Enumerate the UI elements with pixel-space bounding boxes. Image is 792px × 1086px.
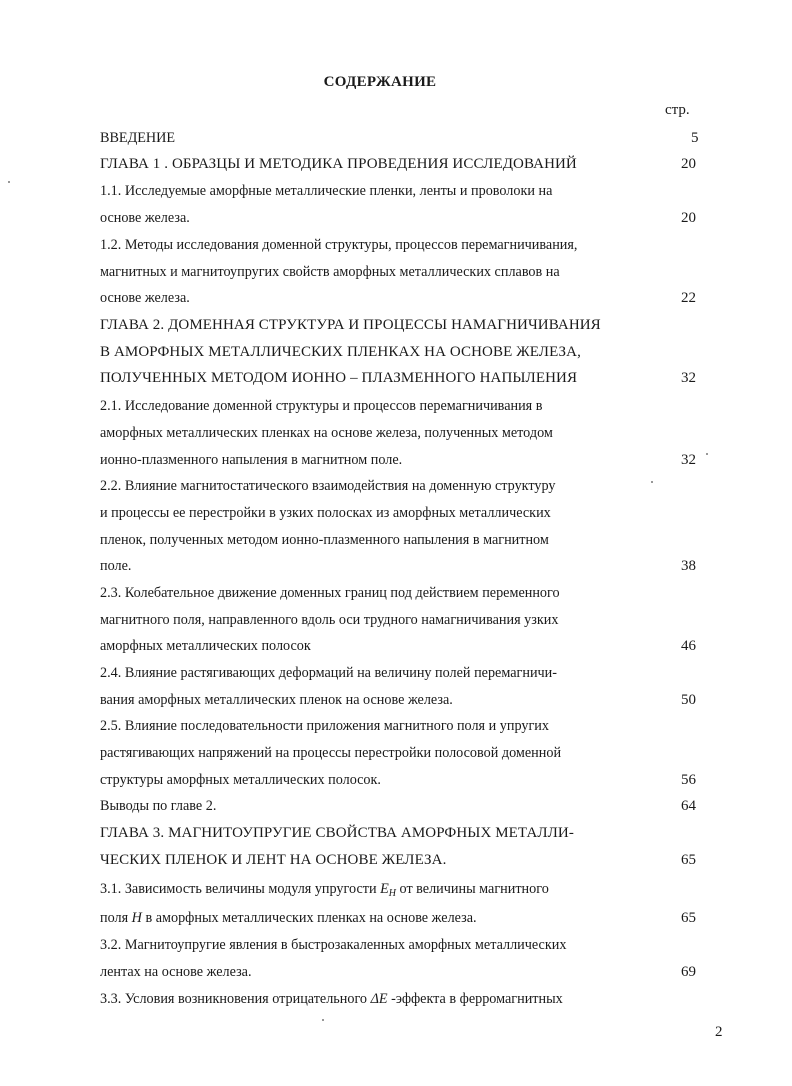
toc-line: 2.1. Исследование доменной структуры и процессов перемагничивания в <box>100 398 543 414</box>
toc-text: 3.3. Условия возникновения отрицательного <box>100 991 371 1007</box>
toc-line: структуры аморфных металлических полосок. <box>100 772 381 788</box>
math-symbol: H <box>131 910 142 926</box>
toc-page: 20 <box>681 156 696 172</box>
toc-line: 2.2. Влияние магнитостатического взаимодействия на доменную структуру <box>100 478 556 494</box>
toc-line: ВВЕДЕНИЕ <box>100 130 176 146</box>
toc-page: 22 <box>681 290 696 306</box>
toc-page: 5 <box>691 130 699 146</box>
toc-page: 65 <box>681 910 696 926</box>
math-subscript: H <box>388 888 396 899</box>
scan-speck <box>651 481 653 483</box>
toc-text: поля <box>100 910 132 926</box>
toc-text: от величины магнитного <box>395 881 549 897</box>
toc-chapter-line: ГЛАВА 2. ДОМЕННАЯ СТРУКТУРА И ПРОЦЕССЫ НАМАГНИЧИВАНИЯ <box>100 317 601 333</box>
scan-speck <box>706 453 708 455</box>
toc-line <box>100 880 549 903</box>
toc-line: пленок, полученных методом ионно-плазменного напыления в магнитном <box>100 532 549 548</box>
toc-page: 46 <box>681 638 696 654</box>
math-symbol: E <box>380 881 389 897</box>
toc-line: Выводы по главе 2. <box>100 798 217 814</box>
toc-page: 32 <box>681 452 696 468</box>
toc-page: 64 <box>681 798 696 814</box>
math-symbol: ΔE <box>370 991 388 1007</box>
toc-line: 1.2. Методы исследования доменной структуры, процессов перемагничивания, <box>100 237 578 253</box>
page-title: СОДЕРЖАНИЕ <box>323 74 437 90</box>
toc-line: ионно-плазменного напыления в магнитном поле. <box>100 452 403 468</box>
toc-line: 1.1. Исследуемые аморфные металлические пленки, ленты и проволоки на <box>100 183 553 199</box>
toc-line: 2.5. Влияние последовательности приложения магнитного поля и упругих <box>100 718 549 734</box>
toc-chapter-line: В АМОРФНЫХ МЕТАЛЛИЧЕСКИХ ПЛЕНКАХ НА ОСНОВЕ ЖЕЛЕЗА, <box>100 344 581 360</box>
toc-chapter-line: ГЛАВА 3. МАГНИТОУПРУГИЕ СВОЙСТВА АМОРФНЫХ МЕТАЛЛИ- <box>100 825 574 841</box>
page-number: 2 <box>715 1024 723 1040</box>
toc-line: 2.3. Колебательное движение доменных границ под действием переменного <box>100 585 560 601</box>
scan-speck <box>322 1019 324 1021</box>
toc-line: магнитного поля, направленного вдоль оси трудного намагничивания узких <box>100 612 559 628</box>
toc-page: 65 <box>681 852 696 868</box>
toc-text: -эффекта в ферромагнитных <box>387 991 563 1007</box>
toc-line <box>100 909 477 927</box>
toc-page: 50 <box>681 692 696 708</box>
toc-page: 20 <box>681 210 696 226</box>
toc-line: аморфных металлических пленках на основе железа, полученных методом <box>100 425 553 441</box>
toc-line: основе железа. <box>100 210 190 226</box>
toc-page: 56 <box>681 772 696 788</box>
toc-line: магнитных и магнитоупругих свойств аморфных металлических сплавов на <box>100 264 560 280</box>
toc-line: поле. <box>100 558 132 574</box>
toc-line: 2.4. Влияние растягивающих деформаций на величину полей перемагничи- <box>100 665 557 681</box>
toc-text: в аморфных металлических пленках на основе железа. <box>141 910 477 926</box>
toc-line: лентах на основе железа. <box>100 964 252 980</box>
page-column-label: стр. <box>665 102 690 118</box>
toc-page: 69 <box>681 964 696 980</box>
toc-line: и процессы ее перестройки в узких полосках из аморфных металлических <box>100 505 551 521</box>
toc-line <box>100 990 563 1008</box>
toc-line: аморфных металлических полосок <box>100 638 311 654</box>
toc-line: основе железа. <box>100 290 190 306</box>
toc-chapter-line: ПОЛУЧЕННЫХ МЕТОДОМ ИОННО – ПЛАЗМЕННОГО НАПЫЛЕНИЯ <box>100 370 578 386</box>
toc-chapter-line: ГЛАВА 1 . ОБРАЗЦЫ И МЕТОДИКА ПРОВЕДЕНИЯ ИССЛЕДОВАНИЙ <box>100 156 577 172</box>
toc-page: 38 <box>681 558 696 574</box>
scan-speck <box>8 181 10 183</box>
toc-line: вания аморфных металлических пленок на основе железа. <box>100 692 453 708</box>
toc-chapter-line: ЧЕСКИХ ПЛЕНОК И ЛЕНТ НА ОСНОВЕ ЖЕЛЕЗА. <box>100 852 447 868</box>
toc-line: растягивающих напряжений на процессы перестройки полосовой доменной <box>100 745 562 761</box>
toc-page: 32 <box>681 370 696 386</box>
toc-line: 3.2. Магнитоупругие явления в быстрозакаленных аморфных металлических <box>100 937 567 953</box>
toc-text: 3.1. Зависимость величины модуля упругости <box>100 881 381 897</box>
